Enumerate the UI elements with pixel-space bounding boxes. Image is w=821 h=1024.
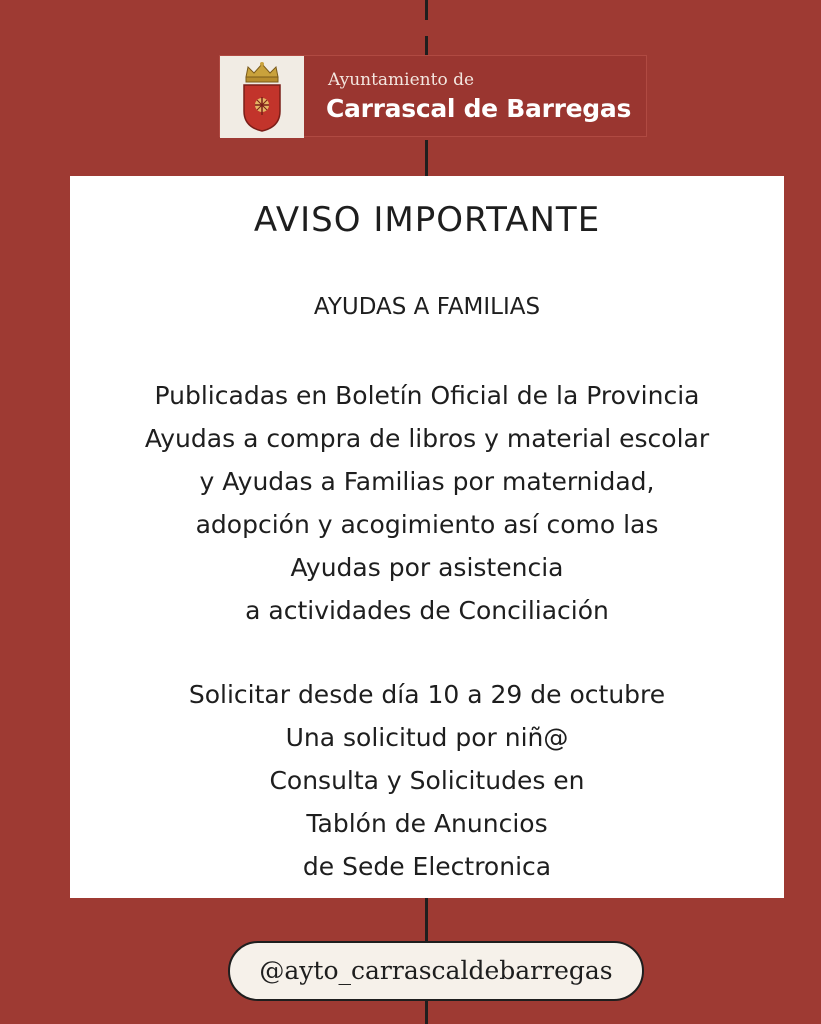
paragraph-line: adopción y acogimiento así como las [195, 510, 659, 539]
timeline-line [425, 140, 428, 176]
paragraph-line: Una solicitud por niñ@ [285, 723, 569, 752]
paragraph-line: Tablón de Anuncios [306, 809, 548, 838]
paragraph-line: Solicitar desde día 10 a 29 de octubre [188, 680, 666, 709]
timeline-line [425, 0, 428, 20]
paragraph-line: Ayudas a compra de libros y material escolar [144, 424, 710, 453]
notice-paragraph-2 [70, 673, 784, 888]
social-handle-badge: @ayto_carrascaldebarregas [228, 941, 644, 1001]
paragraph-line: Consulta y Solicitudes en [269, 766, 585, 795]
paragraph-line: Ayudas por asistencia [290, 553, 564, 582]
paragraph-line: Publicadas en Boletín Oficial de la Provincia [154, 381, 700, 410]
notice-title: AVISO IMPORTANTE [253, 200, 601, 240]
logo-line-1: Ayuntamiento de [328, 70, 475, 90]
notice-subtitle: AYUDAS A FAMILIAS [313, 294, 541, 320]
timeline-line [425, 1000, 428, 1024]
timeline-line [425, 898, 428, 942]
paragraph-line: de Sede Electronica [302, 852, 552, 881]
logo-line-2: Carrascal de Barregas [326, 94, 632, 123]
paragraph-line: y Ayudas a Familias por maternidad, [199, 467, 655, 496]
paragraph-line: a actividades de Conciliación [245, 596, 609, 625]
coat-of-arms-icon [220, 56, 304, 138]
timeline-line [425, 36, 428, 56]
notice-paragraph-1 [70, 374, 784, 632]
notice-card [70, 176, 784, 898]
municipality-logo [219, 55, 647, 137]
